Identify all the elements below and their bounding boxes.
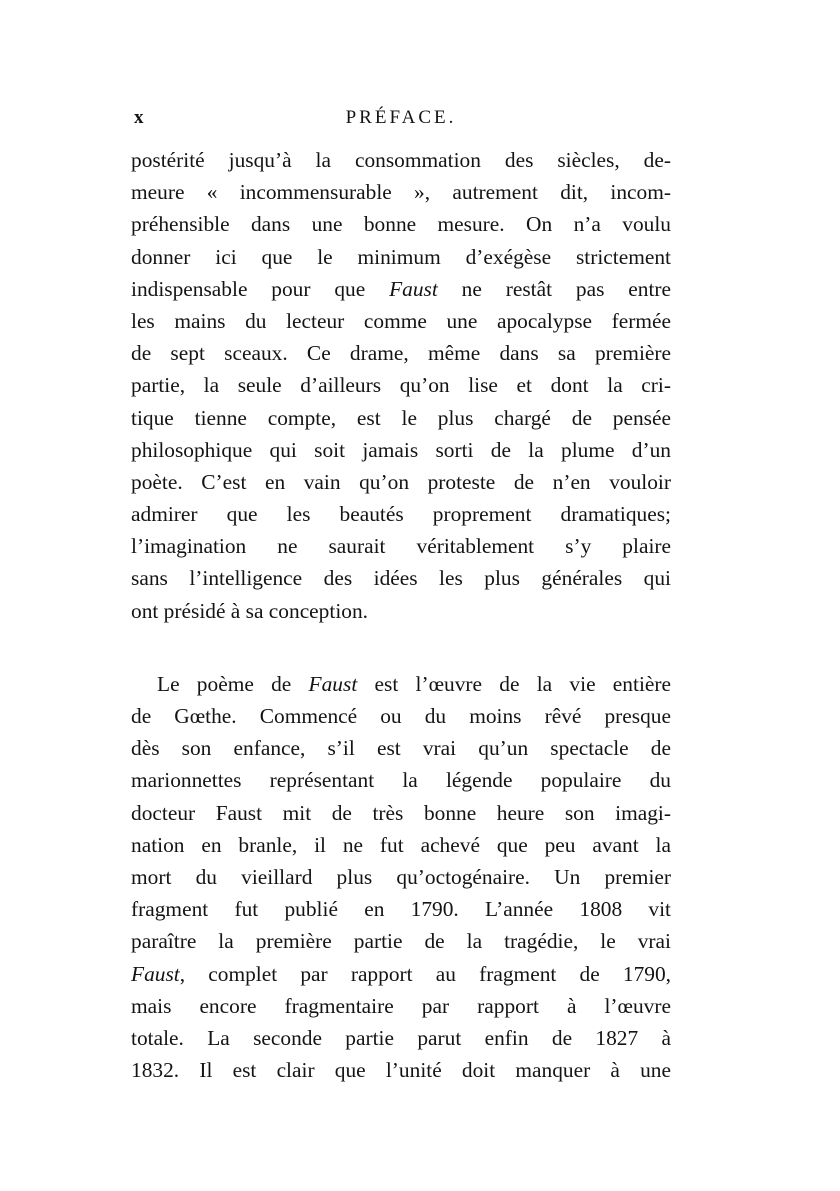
text-line: totale. La seconde partie parut enfin de 1827 à <box>131 1025 671 1050</box>
paragraph-1 <box>131 144 671 627</box>
italic-title: Faust <box>308 671 358 696</box>
text-line: mais encore fragmentaire par rapport à l’œuvre <box>131 993 671 1018</box>
text-segment: est l’œuvre de la vie entière <box>357 671 671 696</box>
text-line: philosophique qui soit jamais sorti de la plume d’un <box>131 437 671 462</box>
italic-title: Faust <box>131 961 180 986</box>
page-number: x <box>134 107 144 128</box>
italic-title: Faust <box>389 276 438 301</box>
text-line <box>131 958 671 990</box>
text-segment: indispensable pour que <box>131 276 390 301</box>
text-segment: , complet par rapport au fragment de 1790, <box>179 961 671 986</box>
text-line <box>131 668 671 700</box>
text-line: les mains du lecteur comme une apocalypse fermée <box>131 308 671 333</box>
text-line: admirer que les beautés proprement dramatiques; <box>131 502 671 527</box>
text-line: meure « incommensurable », autrement dit, incom- <box>131 180 671 205</box>
body-text <box>131 144 671 1086</box>
text-line: marionnettes représentant la légende populaire du <box>131 768 671 793</box>
text-line: donner ici que le minimum d’exégèse strictement <box>131 244 671 269</box>
text-line: de sept sceaux. Ce drame, même dans sa première <box>131 341 671 366</box>
text-line: poète. C’est en vain qu’on proteste de n’en vouloir <box>131 469 671 494</box>
text-line: postérité jusqu’à la consommation des siècles, de- <box>131 148 671 172</box>
text-line: préhensible dans une bonne mesure. On n’a voulu <box>131 212 671 237</box>
text-line: dès son enfance, s’il est vrai qu’un spectacle de <box>131 736 671 761</box>
text-line: partie, la seule d’ailleurs qu’on lise et dont la cri- <box>131 373 671 398</box>
text-segment: ne restât pas entre <box>437 276 672 301</box>
text-line: l’imagination ne saurait véritablement s’y plaire <box>131 534 671 559</box>
text-segment: Le poème de <box>157 671 309 696</box>
text-line: docteur Faust mit de très bonne heure son imagi- <box>131 800 671 825</box>
text-line: tique tienne compte, est le plus chargé de pensée <box>131 405 671 430</box>
text-line: mort du vieillard plus qu’octogénaire. Un premier <box>131 864 671 889</box>
page-header <box>131 103 671 133</box>
text-line: fragment fut publié en 1790. L’année 1808 vit <box>131 897 671 922</box>
running-title: PRÉFACE. <box>345 107 457 128</box>
text-line: de Gœthe. Commencé ou du moins rêvé presque <box>131 704 671 728</box>
text-line: 1832. Il est clair que l’unité doit manquer à une <box>131 1058 671 1083</box>
text-line <box>131 273 671 305</box>
text-line: ont présidé à sa conception. <box>131 598 368 623</box>
paragraph-2 <box>131 668 671 1086</box>
paragraph-gap <box>131 627 671 668</box>
text-line: nation en branle, il ne fut achevé que peu avant la <box>131 832 671 857</box>
text-line: sans l’intelligence des idées les plus générales qui <box>131 566 671 591</box>
text-line: paraître la première partie de la tragédie, le vrai <box>131 929 671 954</box>
